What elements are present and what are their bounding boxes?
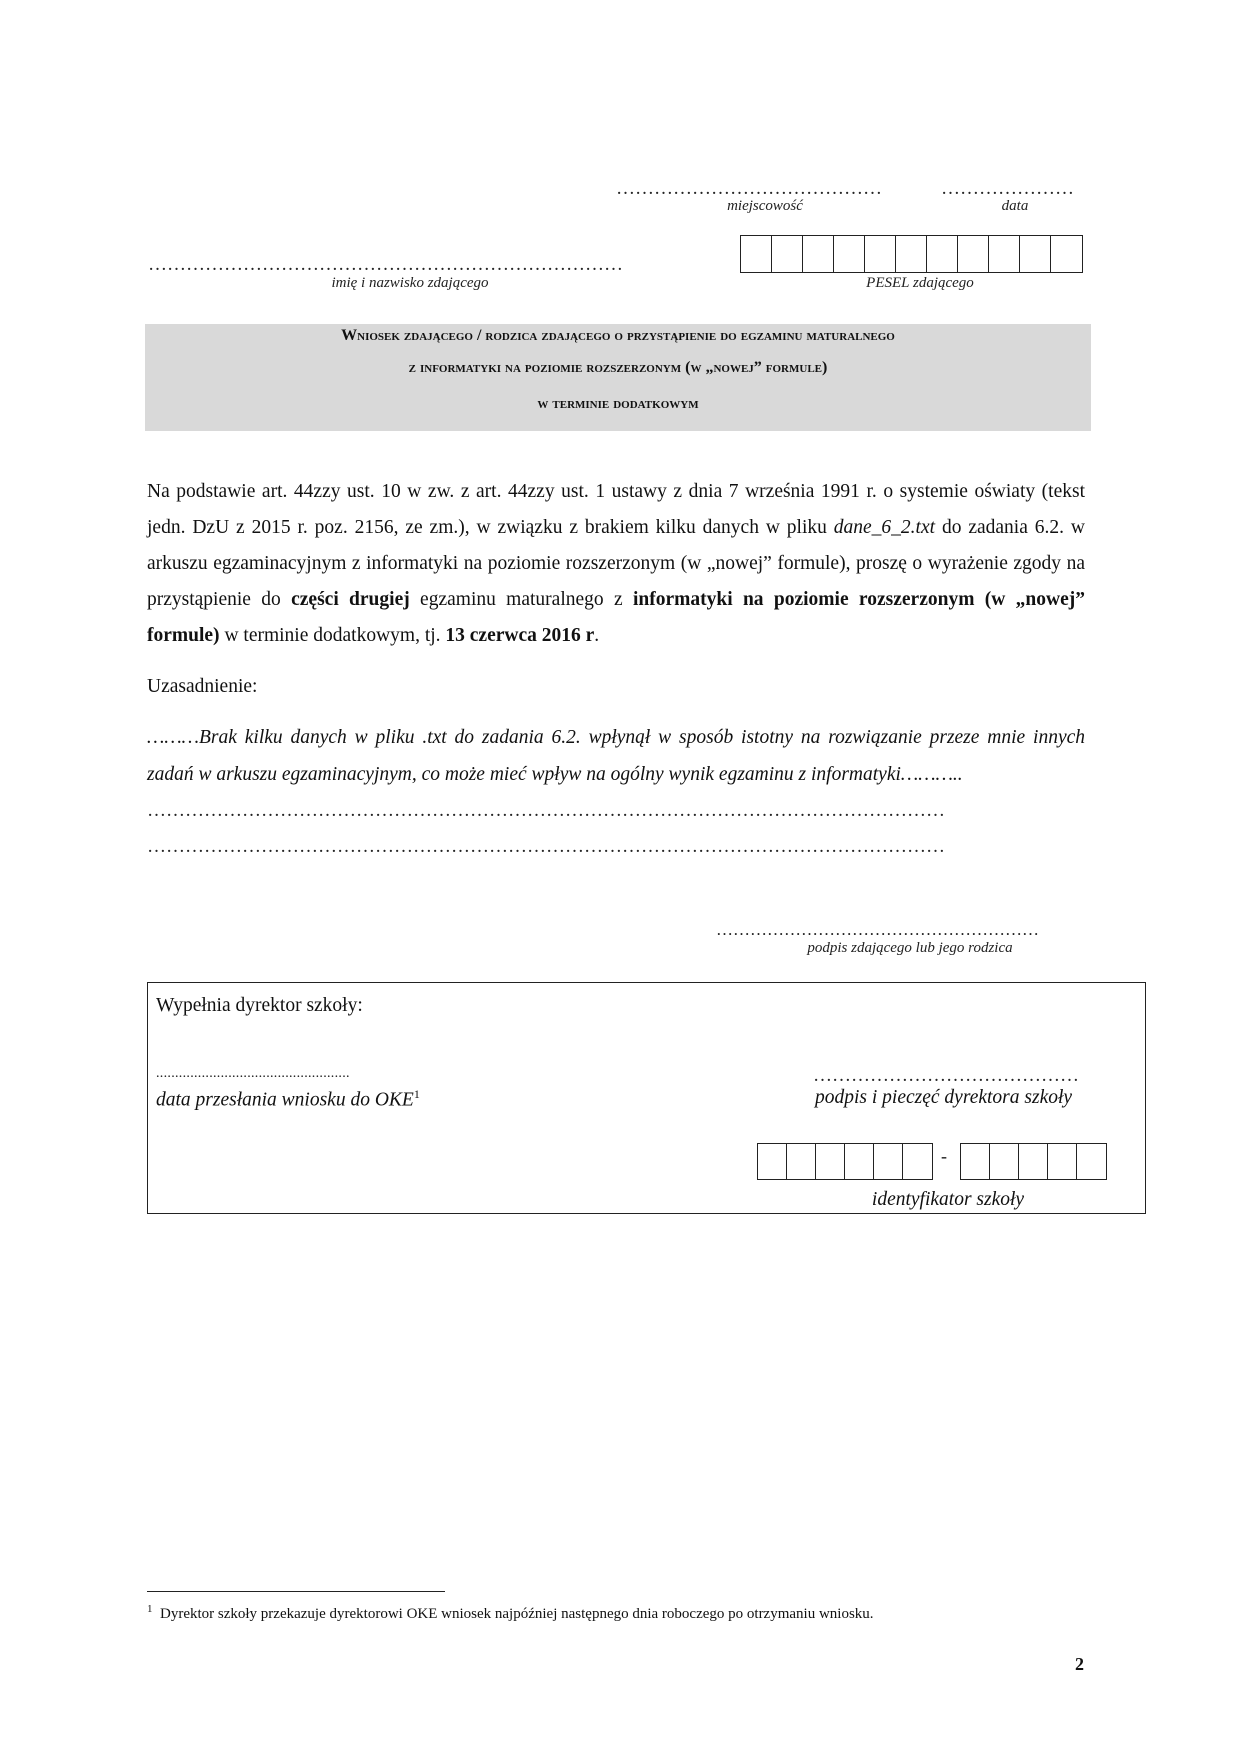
school-id-digit-cell[interactable] (845, 1144, 874, 1179)
request-text-2: do zadania 6.2. w arkuszu egzaminacyjnym z informatyki na poziomie rozszerzonym (w „nowej” formule), proszę o wyrażenie zgody na przystąpienie do (147, 517, 1085, 610)
school-id-digit-cell[interactable] (1019, 1144, 1048, 1179)
school-id-part-2[interactable] (960, 1143, 1107, 1180)
footnote (147, 1603, 874, 1623)
exam-date: 13 czerwca 2016 r (445, 625, 595, 646)
date-label: data (1001, 198, 1029, 214)
applicant-signature-label: podpis zdającego lub jego rodzica (807, 940, 1013, 956)
footnote-text: Dyrektor szkoły przekazuje dyrektorowi OKE wniosek najpóźniej następnego dnia roboczego po otrzymaniu wniosku. (160, 1606, 874, 1622)
place-label: miejscowość (727, 198, 803, 214)
send-date-dots: ................................................... (156, 1066, 350, 1081)
school-id-part-1[interactable] (757, 1143, 933, 1180)
data-file-name: dane_6_2.txt (833, 517, 936, 538)
justification-text[interactable]: ………Brak kilku danych w pliku .txt do zadania 6.2. wpłynął w sposób istotny na rozwiązanie przeze mnie innych zadań w arkuszu egzaminacyjnym, co może mieć wpływ na ogólny wynik egzaminu z informatyki……….. (147, 727, 1085, 785)
title-line-1: Wniosek zdającego / rodzica zdającego o przystąpienie do egzaminu maturalnego (341, 327, 895, 344)
place-dots: …………………………………… (616, 178, 882, 199)
request-text-1: Na podstawie art. 44zzy ust. 10 w zw. z art. 44zzy ust. 1 ustawy z dnia 7 września 1991 r. o systemie oświaty (tekst jedn. DzU z 2015 r. poz. 2156, ze zm.), w związku z brakiem kilku danych w pliku (147, 481, 1085, 538)
footnote-marker: 1 (147, 1603, 153, 1615)
school-id-digit-cell[interactable] (1077, 1144, 1106, 1179)
school-id-digit-cell[interactable] (990, 1144, 1019, 1179)
pesel-digit-cell[interactable] (803, 236, 834, 272)
pesel-digit-cell[interactable] (1020, 236, 1051, 272)
school-id-label: identyfikator szkoły (871, 1189, 1025, 1210)
page-number: 2 (1075, 1654, 1084, 1674)
pesel-digit-cell[interactable] (865, 236, 896, 272)
pesel-digit-cell[interactable] (834, 236, 865, 272)
school-id-digit-cell[interactable] (961, 1144, 990, 1179)
pesel-digit-cell[interactable] (989, 236, 1020, 272)
exam-subject: informatyki na poziomie rozszerzonym (w „nowej” formule) (147, 589, 1085, 646)
justification-dots-2: ……………………………………………………………………………………………………………… (147, 836, 945, 857)
pesel-digit-cell[interactable] (772, 236, 803, 272)
school-id-digit-cell[interactable] (903, 1144, 932, 1179)
pesel-boxes[interactable] (740, 235, 1083, 273)
pesel-label: PESEL zdającego (866, 275, 974, 291)
send-date-label (156, 1087, 420, 1112)
request-text-5: . (594, 625, 600, 646)
footnote-rule (147, 1591, 445, 1592)
request-text-3: egzaminu maturalnego z (409, 589, 633, 610)
send-date-label-text: data przesłania wniosku do OKE (156, 1089, 414, 1111)
school-id-digit-cell[interactable] (758, 1144, 787, 1179)
applicant-signature-dots: ………………………………………………… (716, 920, 1039, 939)
pesel-digit-cell[interactable] (927, 236, 958, 272)
title-line-3: w terminie dodatkowym (537, 395, 699, 412)
justification-dots-1: ……………………………………………………………………………………………………………… (147, 800, 945, 821)
school-id-digit-cell[interactable] (816, 1144, 845, 1179)
director-section (147, 982, 1146, 1214)
name-label: imię i nazwisko zdającego (331, 275, 489, 291)
name-dots: ………………………………………………………………… (148, 254, 623, 275)
form-title (145, 324, 1091, 431)
director-sign-dots: …………………………………… (813, 1065, 1079, 1086)
request-text-4: w terminie dodatkowym, tj. (219, 625, 446, 646)
pesel-digit-cell[interactable] (896, 236, 927, 272)
school-id-digit-cell[interactable] (874, 1144, 903, 1179)
school-id-digit-cell[interactable] (787, 1144, 816, 1179)
school-id-digit-cell[interactable] (1048, 1144, 1077, 1179)
director-heading: Wypełnia dyrektor szkoły: (156, 995, 363, 1016)
request-paragraph (147, 474, 1085, 654)
pesel-digit-cell[interactable] (741, 236, 772, 272)
title-line-2: z informatyki na poziomie rozszerzonym (w „nowej” formule) (408, 359, 828, 376)
footnote-ref: 1 (413, 1087, 420, 1101)
justification-label: Uzasadnienie: (147, 676, 258, 697)
director-sign-label: podpis i pieczęć dyrektora szkoły (815, 1087, 1073, 1108)
exam-part: części drugiej (291, 589, 410, 610)
school-id-separator: - (941, 1146, 947, 1166)
pesel-digit-cell[interactable] (958, 236, 989, 272)
date-dots: ………………… (941, 178, 1074, 199)
pesel-digit-cell[interactable] (1051, 236, 1082, 272)
